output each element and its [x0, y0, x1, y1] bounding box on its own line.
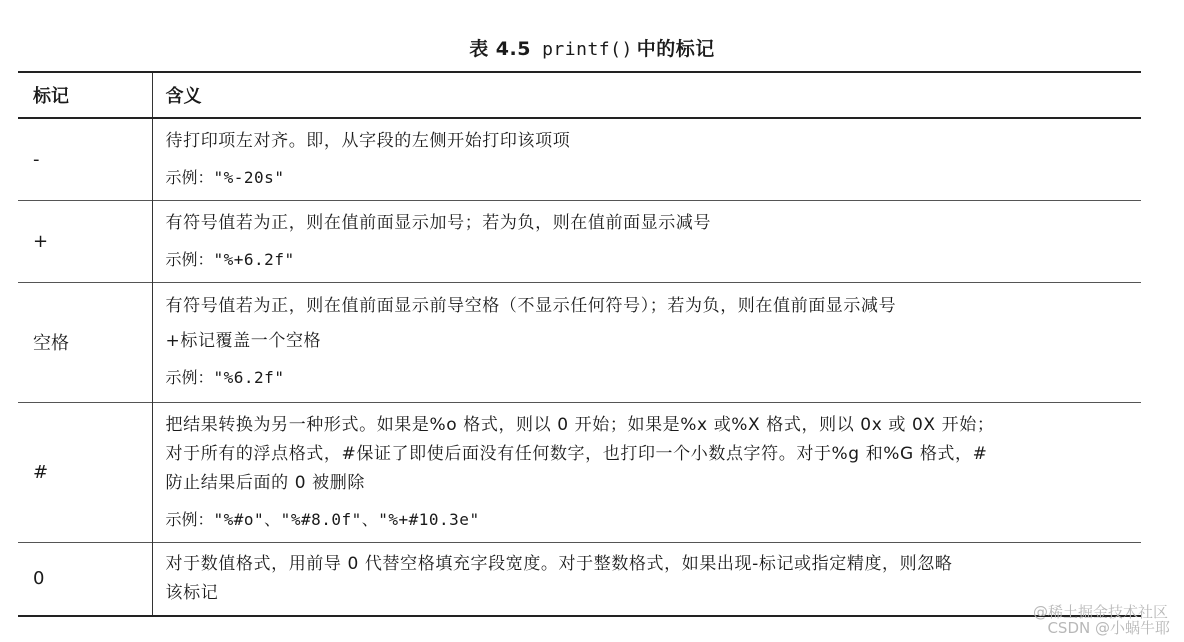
example-label: 示例：	[165, 368, 214, 387]
flag-cell: 空格	[18, 282, 152, 402]
meaning-line: +标记覆盖一个空格	[165, 331, 322, 351]
meaning-line: 有符号值若为正，则在值前面显示前导空格（不显示任何符号）；若为负，则在值前面显示减号	[165, 296, 897, 316]
table-caption	[0, 34, 1184, 61]
meaning-cell	[152, 542, 1141, 616]
meaning-line: 防止结果后面的 0 被删除	[165, 472, 365, 493]
example-line	[166, 505, 1142, 534]
watermark-csdn: CSDN @小蜗牛耶	[1047, 619, 1170, 637]
meaning-line: 把结果转换为另一种形式。如果是%o 格式，则以 0 开始；如果是%x 或%X 格式，则以 0x 或 0X 开始；	[165, 414, 995, 435]
example-label: 示例：	[165, 167, 214, 187]
example-code: "%6.2f"	[213, 368, 285, 387]
table-row	[18, 200, 1141, 282]
table-row	[18, 118, 1141, 200]
table-row	[18, 542, 1141, 616]
example-line	[166, 363, 1142, 392]
meaning-line: 有符号值若为正，则在值前面显示加号；若为负，则在值前面显示减号	[165, 212, 712, 233]
flag-cell: #	[18, 402, 152, 542]
example-line	[166, 163, 1142, 192]
meaning-line: 该标记	[165, 582, 219, 603]
header-row	[18, 72, 1141, 118]
table-row	[18, 402, 1141, 542]
header-meaning: 含义	[165, 86, 202, 107]
flag-cell: -	[18, 118, 152, 200]
flag-cell: 0	[18, 542, 152, 616]
example-code: "%-20s"	[213, 167, 285, 187]
example-code: "%+6.2f"	[213, 249, 295, 269]
meaning-line: 对于所有的浮点格式，#保证了即使后面没有任何数字，也打印一个小数点字符。对于%g 和%G 格式，#	[165, 443, 988, 464]
caption-function: printf()	[542, 39, 633, 60]
caption-prefix: 表 4.5	[469, 38, 531, 60]
meaning-cell	[152, 402, 1141, 542]
meaning-line: 待打印项左对齐。即，从字段的左侧开始打印该项项	[165, 130, 571, 151]
example-label: 示例：	[165, 249, 214, 269]
header-flag: 标记	[18, 72, 152, 118]
meaning-line: 对于数值格式，用前导 0 代替空格填充字段宽度。对于整数格式，如果出现-标记或指定精度，则忽略	[165, 553, 953, 574]
meaning-cell	[152, 118, 1141, 200]
example-line	[166, 245, 1142, 274]
printf-flags-table	[18, 71, 1141, 617]
meaning-cell	[152, 282, 1141, 402]
flag-cell: +	[18, 200, 152, 282]
example-code: "%#o"、"%#8.0f"、"%+#10.3e"	[213, 509, 480, 529]
meaning-cell	[152, 200, 1141, 282]
watermark-juejin: @稀土掘金技术社区	[1032, 603, 1168, 621]
caption-suffix: 中的标记	[636, 38, 715, 60]
example-label: 示例：	[165, 509, 214, 529]
table-row	[18, 282, 1141, 402]
